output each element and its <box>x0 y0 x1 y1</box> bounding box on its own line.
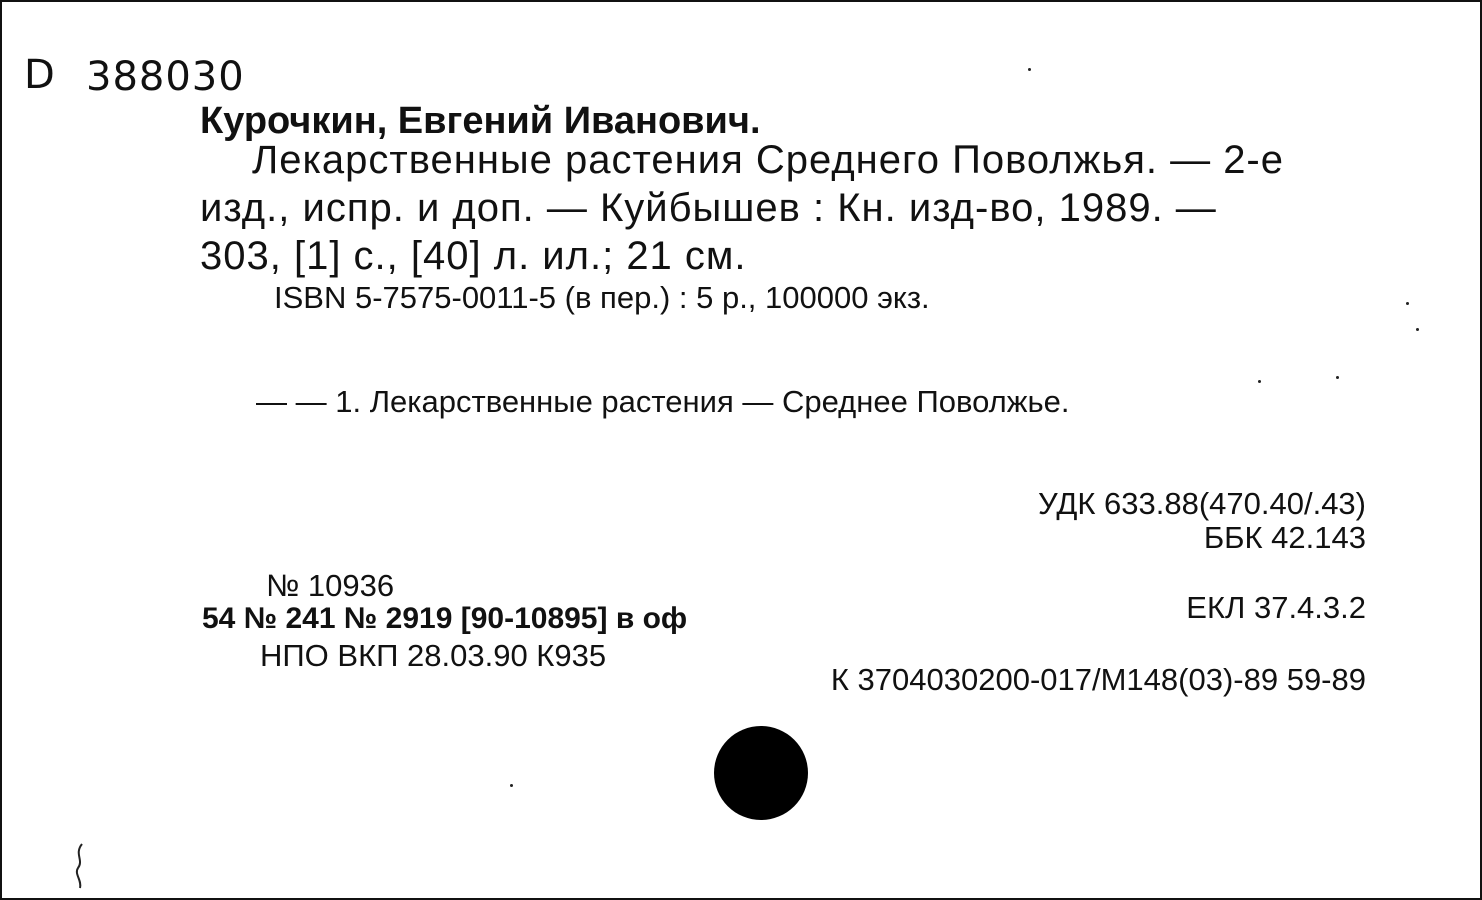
k-code: К 3704030200-017/М148(03)-89 59-89 <box>830 662 1366 697</box>
print-line: 54 № 241 № 2919 [90-10895] в оф <box>202 602 688 635</box>
speck <box>1406 302 1409 305</box>
title-line-2: изд., испр. и доп. — Куйбышев : Кн. изд-во, 1989. — <box>200 186 1217 230</box>
handwritten-mark-icon <box>68 840 92 892</box>
isbn-line: ISBN 5-7575-0011-5 (в пер.) : 5 р., 100000 экз. <box>274 280 930 315</box>
call-number: 388030 <box>86 54 245 100</box>
order-number: № 10936 <box>266 568 395 603</box>
subject-line: — — 1. Лекарственные растения — Среднее Поволжье. <box>256 384 1070 419</box>
call-number-prefix: D <box>24 52 56 98</box>
speck <box>510 784 513 787</box>
speck <box>1028 68 1031 71</box>
udk-code: УДК 633.88(470.40/.43) <box>1038 486 1366 521</box>
author-heading: Курочкин, Евгений Иванович. <box>200 100 761 142</box>
npo-line: НПО ВКП 28.03.90 К935 <box>260 638 607 673</box>
speck <box>1258 380 1261 383</box>
title-line-1: Лекарственные растения Среднего Поволжья. — 2-е <box>252 138 1284 182</box>
title-line-3: 303, [1] с., [40] л. ил.; 21 см. <box>200 234 747 278</box>
speck <box>1416 328 1419 331</box>
ekl-code: ЕКЛ 37.4.3.2 <box>1186 590 1366 625</box>
punch-hole-dot <box>714 726 808 820</box>
speck <box>1336 376 1339 379</box>
bbk-code: ББК 42.143 <box>1203 520 1366 555</box>
